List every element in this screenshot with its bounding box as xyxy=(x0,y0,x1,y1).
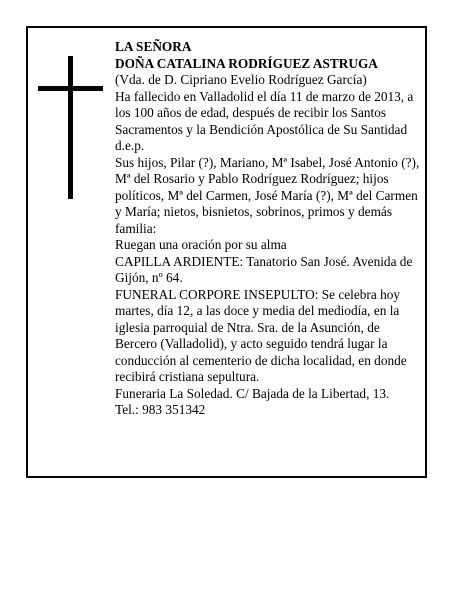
rip-line: d.e.p. xyxy=(115,138,145,153)
cross-vertical-bar xyxy=(68,56,73,199)
chapel-info: CAPILLA ARDIENTE: Tanatorio San José. Avenida de Gijón, nº 64. xyxy=(115,253,413,285)
obituary-notice xyxy=(26,26,427,478)
cross-horizontal-bar xyxy=(38,86,103,91)
notice-text xyxy=(115,39,421,419)
widow-of-line: (Vda. de D. Cipriano Evelio Rodríguez García) xyxy=(115,72,367,87)
phone-number: Tel.: 983 351342 xyxy=(115,402,206,417)
deceased-name: DOÑA CATALINA RODRÍGUEZ ASTRUGA xyxy=(115,55,378,71)
heading-title: LA SEÑORA xyxy=(115,39,192,54)
funeral-info: FUNERAL CORPORE INSEPULTO: Se celebra hoy martes, día 12, a las doce y media del mediodía, en la iglesia parroquial de Ntra. Sra. de la Asunción, de Bercero (Valladolid), y acto seguido tendrá lugar la conducción al cementerio de dicha localidad, en donde recibirá cristiana sepultura. xyxy=(115,286,407,384)
family-paragraph: Sus hijos, Pilar (?), Mariano, Mª Isabel, José Antonio (?), Mª del Rosario y Pablo Rodríguez Rodríguez; hijos políticos, Mª del Carmen, José María (?), Mª del Carmen y María; nietos, bisnietos, sobrinos, primos y demás familia: xyxy=(115,154,420,236)
prayer-request: Ruegan una oración por su alma xyxy=(115,237,287,252)
death-announcement: Ha fallecido en Valladolid el día 11 de marzo de 2013, a los 100 años de edad, después de recibir los Santos Sacramentos y la Bendición Apostólica de Su Santidad xyxy=(115,88,414,137)
funeral-home: Funeraria La Soledad. C/ Bajada de la Libertad, 13. xyxy=(115,385,390,401)
